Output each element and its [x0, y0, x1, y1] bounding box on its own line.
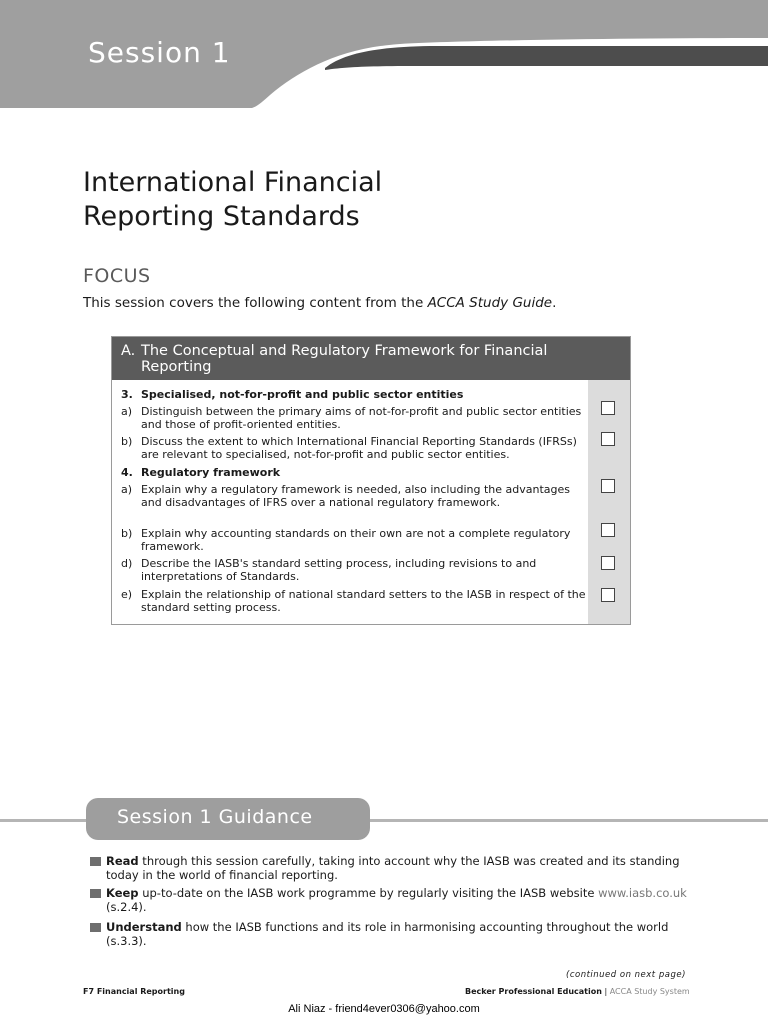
row-text: Specialised, not-for-profit and public sector entities	[141, 388, 464, 401]
checkbox[interactable]	[601, 479, 615, 493]
intro-emphasis: ACCA Study Guide	[427, 295, 553, 311]
row-label: a)	[121, 405, 133, 418]
session-banner	[0, 0, 768, 110]
intro-prefix: This session covers the following content from the	[83, 295, 428, 311]
guidance-body: how the IASB functions and its role in harmonising accounting throughout the world (s.3.3).	[106, 920, 669, 948]
guidance-keyword: Read	[106, 854, 139, 868]
guidance-keyword: Keep	[106, 886, 139, 900]
study-system-label: ACCA Study System	[609, 987, 690, 996]
continued-note: (continued on next page)	[566, 970, 686, 980]
publisher-name: Becker Professional Education	[465, 987, 602, 996]
row-text: Discuss the extent to which International Financial Reporting Standards (IFRSs) are relevant to specialised, not-for-profit and public sector entities.	[141, 435, 577, 461]
row-label: 4.	[121, 466, 133, 479]
focus-heading: FOCUS	[83, 265, 151, 287]
bullet-square-icon	[90, 923, 101, 932]
row-label: a)	[121, 483, 133, 496]
row-label: b)	[121, 435, 133, 448]
row-text: Regulatory framework	[141, 466, 281, 479]
guidance-body: through this session carefully, taking into account why the IASB was created and its standing today in the world of financial reporting.	[106, 854, 680, 882]
checkbox[interactable]	[601, 588, 615, 602]
row-label: 3.	[121, 388, 133, 401]
checkbox[interactable]	[601, 523, 615, 537]
bullet-square-icon	[90, 857, 101, 866]
study-guide-box	[111, 336, 631, 625]
guidance-body: up-to-date on the IASB work programme by regularly visiting the IASB website	[138, 886, 599, 900]
guidance-text	[106, 886, 700, 914]
row-text: Explain the relationship of national standard setters to the IASB in respect of the standard setting process.	[141, 588, 586, 614]
row-text: Explain why accounting standards on their own are not a complete regulatory framework.	[141, 527, 571, 553]
checkbox[interactable]	[601, 401, 615, 415]
section-letter: A.	[121, 343, 136, 359]
guidance-keyword: Understand	[106, 920, 182, 934]
section-title: The Conceptual and Regulatory Framework for Financial Reporting	[141, 343, 548, 375]
row-label: d)	[121, 557, 133, 570]
checkbox[interactable]	[601, 432, 615, 446]
credit-line: Ali Niaz - friend4ever0306@yahoo.com	[288, 1003, 480, 1015]
title-line-2: Reporting Standards	[83, 201, 360, 232]
row-text: Explain why a regulatory framework is needed, also including the advantages and disadvantages of IFRS over a national regulatory framework.	[141, 483, 570, 509]
study-guide-header	[112, 337, 630, 380]
bullet-square-icon	[90, 889, 101, 898]
session-label: Session 1	[88, 36, 231, 69]
guidance-body-after: (s.2.4).	[106, 900, 147, 914]
row-label: e)	[121, 588, 133, 601]
page-title	[83, 166, 683, 234]
row-label: b)	[121, 527, 133, 540]
checkbox[interactable]	[601, 556, 615, 570]
footer-separator: |	[601, 987, 610, 996]
focus-intro	[83, 295, 556, 311]
guidance-text	[106, 920, 700, 948]
guidance-text	[106, 854, 700, 882]
row-text: Distinguish between the primary aims of not-for-profit and public sector entities and those of profit-oriented entities.	[141, 405, 582, 431]
guidance-title: Session 1 Guidance	[117, 806, 313, 828]
title-line-1: International Financial	[83, 167, 383, 198]
row-text: Describe the IASB's standard setting process, including revisions to and interpretations of Standards.	[141, 557, 537, 583]
footer-publisher	[465, 987, 690, 996]
footer-course: F7 Financial Reporting	[83, 987, 185, 996]
iasb-website-link[interactable]: www.iasb.co.uk	[598, 886, 687, 900]
intro-suffix: .	[552, 295, 557, 311]
